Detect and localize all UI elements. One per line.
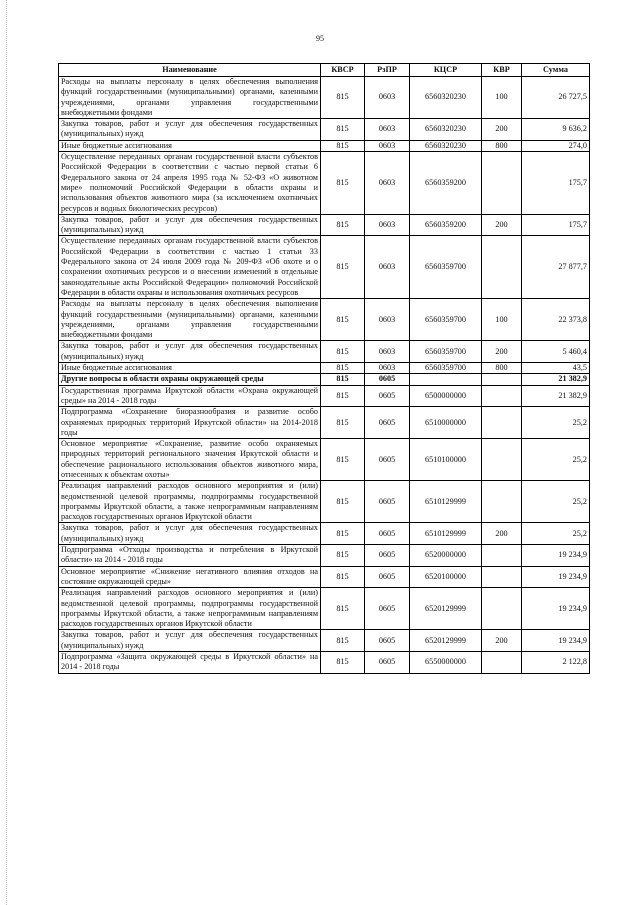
cell-kvsr: 815 bbox=[321, 341, 365, 363]
cell-kvr bbox=[482, 481, 522, 523]
cell-sum: 2 122,8 bbox=[522, 652, 590, 674]
cell-kcsr bbox=[410, 374, 482, 385]
header-kvsr: КВСР bbox=[321, 64, 365, 77]
cell-kcsr: 6510100000 bbox=[410, 439, 482, 481]
table-row bbox=[59, 481, 590, 523]
cell-rzpr: 0605 bbox=[365, 523, 410, 545]
cell-sum: 19 234,9 bbox=[522, 588, 590, 630]
cell-kvr: 200 bbox=[482, 630, 522, 652]
table-row bbox=[59, 652, 590, 674]
cell-name: Основное мероприятие «Сохранение, развитие особо охраняемых природных территорий регионального значения Иркутской области и обеспечение рационального использования объектов животного мира, отнесенных к объектам охоты» bbox=[59, 439, 321, 481]
cell-kvr bbox=[482, 236, 522, 299]
table-row bbox=[59, 523, 590, 545]
cell-sum: 175,7 bbox=[522, 152, 590, 215]
cell-kvsr: 815 bbox=[321, 481, 365, 523]
cell-sum: 25,2 bbox=[522, 407, 590, 439]
cell-kvsr: 815 bbox=[321, 566, 365, 588]
cell-name: Закупка товаров, работ и услуг для обеспечения государственных (муниципальных) нужд bbox=[59, 523, 321, 545]
cell-kvr: 200 bbox=[482, 341, 522, 363]
table-row bbox=[59, 341, 590, 363]
cell-name: Основное мероприятие «Снижение негативного влияния отходов на состояние окружающей среды» bbox=[59, 566, 321, 588]
cell-kvr bbox=[482, 652, 522, 674]
cell-name: Другие вопросы в области охраны окружающей среды bbox=[59, 374, 321, 385]
cell-kvr bbox=[482, 439, 522, 481]
cell-rzpr: 0605 bbox=[365, 630, 410, 652]
cell-kcsr: 6560320230 bbox=[410, 140, 482, 151]
cell-kcsr: 6520129999 bbox=[410, 588, 482, 630]
table-row bbox=[59, 630, 590, 652]
cell-kvsr: 815 bbox=[321, 652, 365, 674]
cell-rzpr: 0603 bbox=[365, 341, 410, 363]
cell-sum: 19 234,9 bbox=[522, 630, 590, 652]
header-kvr: КВР bbox=[482, 64, 522, 77]
cell-sum: 175,7 bbox=[522, 214, 590, 236]
cell-kvsr: 815 bbox=[321, 140, 365, 151]
cell-name: Подпрограмма «Защита окружающей среды в Иркутской области» на 2014 - 2018 годы bbox=[59, 652, 321, 674]
cell-kcsr: 6560359700 bbox=[410, 341, 482, 363]
cell-rzpr: 0603 bbox=[365, 140, 410, 151]
cell-name: Закупка товаров, работ и услуг для обеспечения государственных (муниципальных) нужд bbox=[59, 630, 321, 652]
cell-kvsr: 815 bbox=[321, 385, 365, 407]
cell-name: Иные бюджетные ассигнования bbox=[59, 363, 321, 374]
cell-sum: 27 877,7 bbox=[522, 236, 590, 299]
cell-kvr bbox=[482, 566, 522, 588]
header-sum: Сумма bbox=[522, 64, 590, 77]
table-row bbox=[59, 152, 590, 215]
table-row bbox=[59, 439, 590, 481]
cell-sum: 5 460,4 bbox=[522, 341, 590, 363]
cell-kcsr: 6520000000 bbox=[410, 545, 482, 567]
cell-kvr: 200 bbox=[482, 119, 522, 141]
cell-name: Реализация направлений расходов основного мероприятия и (или) ведомственной целевой программы, подпрограммы государственной программы Иркутской области, а также непрограммным направлениям расходов государственных органов Иркутской области bbox=[59, 481, 321, 523]
cell-name: Подпрограмма «Отходы производства и потребления в Иркутской области» на 2014 - 2018 годы bbox=[59, 545, 321, 567]
table-row bbox=[59, 140, 590, 151]
cell-name: Реализация направлений расходов основного мероприятия и (или) ведомственной целевой программы, подпрограммы государственной программы Иркутской области, а также непрограммным направлениям расходов государственных органов Иркутской области bbox=[59, 588, 321, 630]
cell-kvr bbox=[482, 407, 522, 439]
cell-kvr: 800 bbox=[482, 140, 522, 151]
cell-rzpr: 0603 bbox=[365, 299, 410, 341]
cell-kvsr: 815 bbox=[321, 439, 365, 481]
cell-rzpr: 0605 bbox=[365, 407, 410, 439]
cell-rzpr: 0605 bbox=[365, 385, 410, 407]
cell-kvsr: 815 bbox=[321, 299, 365, 341]
cell-rzpr: 0605 bbox=[365, 374, 410, 385]
cell-kvsr: 815 bbox=[321, 523, 365, 545]
cell-kcsr: 6500000000 bbox=[410, 385, 482, 407]
scan-margin-line bbox=[6, 0, 8, 905]
cell-kvsr: 815 bbox=[321, 363, 365, 374]
cell-kvsr: 815 bbox=[321, 630, 365, 652]
cell-kvsr: 815 bbox=[321, 407, 365, 439]
cell-sum: 19 234,9 bbox=[522, 566, 590, 588]
table-row bbox=[59, 385, 590, 407]
cell-kcsr: 6520129999 bbox=[410, 630, 482, 652]
cell-sum: 25,2 bbox=[522, 439, 590, 481]
cell-rzpr: 0605 bbox=[365, 566, 410, 588]
header-rzpr: РзПР bbox=[365, 64, 410, 77]
table-row bbox=[59, 214, 590, 236]
table-row bbox=[59, 374, 590, 385]
cell-rzpr: 0605 bbox=[365, 652, 410, 674]
page-number: 95 bbox=[316, 34, 324, 43]
table-row bbox=[59, 236, 590, 299]
cell-rzpr: 0603 bbox=[365, 236, 410, 299]
cell-sum: 19 234,9 bbox=[522, 545, 590, 567]
cell-kvr: 100 bbox=[482, 77, 522, 119]
cell-kvsr: 815 bbox=[321, 77, 365, 119]
cell-kvsr: 815 bbox=[321, 545, 365, 567]
cell-kcsr: 6560359200 bbox=[410, 214, 482, 236]
cell-kcsr: 6560359200 bbox=[410, 152, 482, 215]
table-row bbox=[59, 545, 590, 567]
cell-kvr: 200 bbox=[482, 214, 522, 236]
cell-kvsr: 815 bbox=[321, 152, 365, 215]
cell-name: Закупка товаров, работ и услуг для обеспечения государственных (муниципальных) нужд bbox=[59, 341, 321, 363]
cell-kcsr: 6510129999 bbox=[410, 481, 482, 523]
cell-kcsr: 6560320230 bbox=[410, 119, 482, 141]
cell-kcsr: 6560359700 bbox=[410, 363, 482, 374]
cell-rzpr: 0603 bbox=[365, 77, 410, 119]
table-row bbox=[59, 566, 590, 588]
cell-rzpr: 0605 bbox=[365, 588, 410, 630]
table-body bbox=[59, 77, 590, 674]
cell-kvr bbox=[482, 545, 522, 567]
cell-name: Иные бюджетные ассигнования bbox=[59, 140, 321, 151]
budget-table bbox=[58, 63, 590, 674]
cell-kvsr: 815 bbox=[321, 214, 365, 236]
cell-name: Расходы на выплаты персоналу в целях обеспечения выполнения функций государственными (муниципальными) органами, казенными учреждениями, органами управления государственными внебюджетными фондами bbox=[59, 299, 321, 341]
cell-rzpr: 0603 bbox=[365, 214, 410, 236]
cell-kcsr: 6560359700 bbox=[410, 299, 482, 341]
cell-rzpr: 0603 bbox=[365, 363, 410, 374]
cell-name: Расходы на выплаты персоналу в целях обеспечения выполнения функций государственными (муниципальными) органами, казенными учреждениями, органами управления государственными внебюджетными фондами bbox=[59, 77, 321, 119]
cell-kcsr: 6560320230 bbox=[410, 77, 482, 119]
cell-kvr bbox=[482, 588, 522, 630]
cell-sum: 25,2 bbox=[522, 481, 590, 523]
table-row bbox=[59, 299, 590, 341]
cell-rzpr: 0605 bbox=[365, 481, 410, 523]
cell-rzpr: 0603 bbox=[365, 119, 410, 141]
cell-kvr bbox=[482, 152, 522, 215]
cell-kvr: 800 bbox=[482, 363, 522, 374]
cell-sum: 9 636,2 bbox=[522, 119, 590, 141]
cell-kvr bbox=[482, 374, 522, 385]
cell-name: Подпрограмма «Сохранение биоразнообразия и развитие особо охраняемых природных территорий Иркутской области» на 2014-2018 годы bbox=[59, 407, 321, 439]
cell-kvr bbox=[482, 385, 522, 407]
cell-kcsr: 6550000000 bbox=[410, 652, 482, 674]
cell-kcsr: 6520100000 bbox=[410, 566, 482, 588]
cell-kvsr: 815 bbox=[321, 374, 365, 385]
cell-kvsr: 815 bbox=[321, 236, 365, 299]
cell-sum: 43,5 bbox=[522, 363, 590, 374]
table-row bbox=[59, 119, 590, 141]
cell-name: Осуществление переданных органам государственной власти субъектов Российской Федерации в соответствии с частью первой статьи 6 Федерального закона от 24 апреля 1995 года № 52-ФЗ «О животном мире» полномочий Российской Федерации в области охраны и использования объектов животного мира (за исключением охотничьих ресурсов и водных биологических ресурсов) bbox=[59, 152, 321, 215]
cell-rzpr: 0603 bbox=[365, 152, 410, 215]
cell-rzpr: 0605 bbox=[365, 545, 410, 567]
cell-sum: 22 373,8 bbox=[522, 299, 590, 341]
header-name: Наименование bbox=[59, 64, 321, 77]
cell-name: Закупка товаров, работ и услуг для обеспечения государственных (муниципальных) нужд bbox=[59, 119, 321, 141]
table-row bbox=[59, 363, 590, 374]
cell-name: Закупка товаров, работ и услуг для обеспечения государственных (муниципальных) нужд bbox=[59, 214, 321, 236]
cell-sum: 26 727,5 bbox=[522, 77, 590, 119]
cell-sum: 21 382,9 bbox=[522, 374, 590, 385]
cell-name: Государственная программа Иркутской области «Охрана окружающей среды» на 2014 - 2018 годы bbox=[59, 385, 321, 407]
table-header-row bbox=[59, 64, 590, 77]
cell-name: Осуществление переданных органам государственной власти субъектов Российской Федерации в соответствии с частью 1 статьи 33 Федерального закона от 24 июля 2009 года № 209-ФЗ «Об охоте и о сохранении охотничьих ресурсов и о внесении изменений в отдельные законодательные акты Российской Федерации» полномочий Российской Федерации в области охраны и использования охотничьих ресурсов bbox=[59, 236, 321, 299]
cell-sum: 25,2 bbox=[522, 523, 590, 545]
table-row bbox=[59, 588, 590, 630]
cell-kvsr: 815 bbox=[321, 119, 365, 141]
cell-sum: 21 382,9 bbox=[522, 385, 590, 407]
cell-sum: 274,0 bbox=[522, 140, 590, 151]
header-kcsr: КЦСР bbox=[410, 64, 482, 77]
cell-kvr: 100 bbox=[482, 299, 522, 341]
cell-kvsr: 815 bbox=[321, 588, 365, 630]
cell-rzpr: 0605 bbox=[365, 439, 410, 481]
cell-kcsr: 6560359700 bbox=[410, 236, 482, 299]
cell-kvr: 200 bbox=[482, 523, 522, 545]
cell-kcsr: 6510129999 bbox=[410, 523, 482, 545]
cell-kcsr: 6510000000 bbox=[410, 407, 482, 439]
table-row bbox=[59, 77, 590, 119]
table-row bbox=[59, 407, 590, 439]
